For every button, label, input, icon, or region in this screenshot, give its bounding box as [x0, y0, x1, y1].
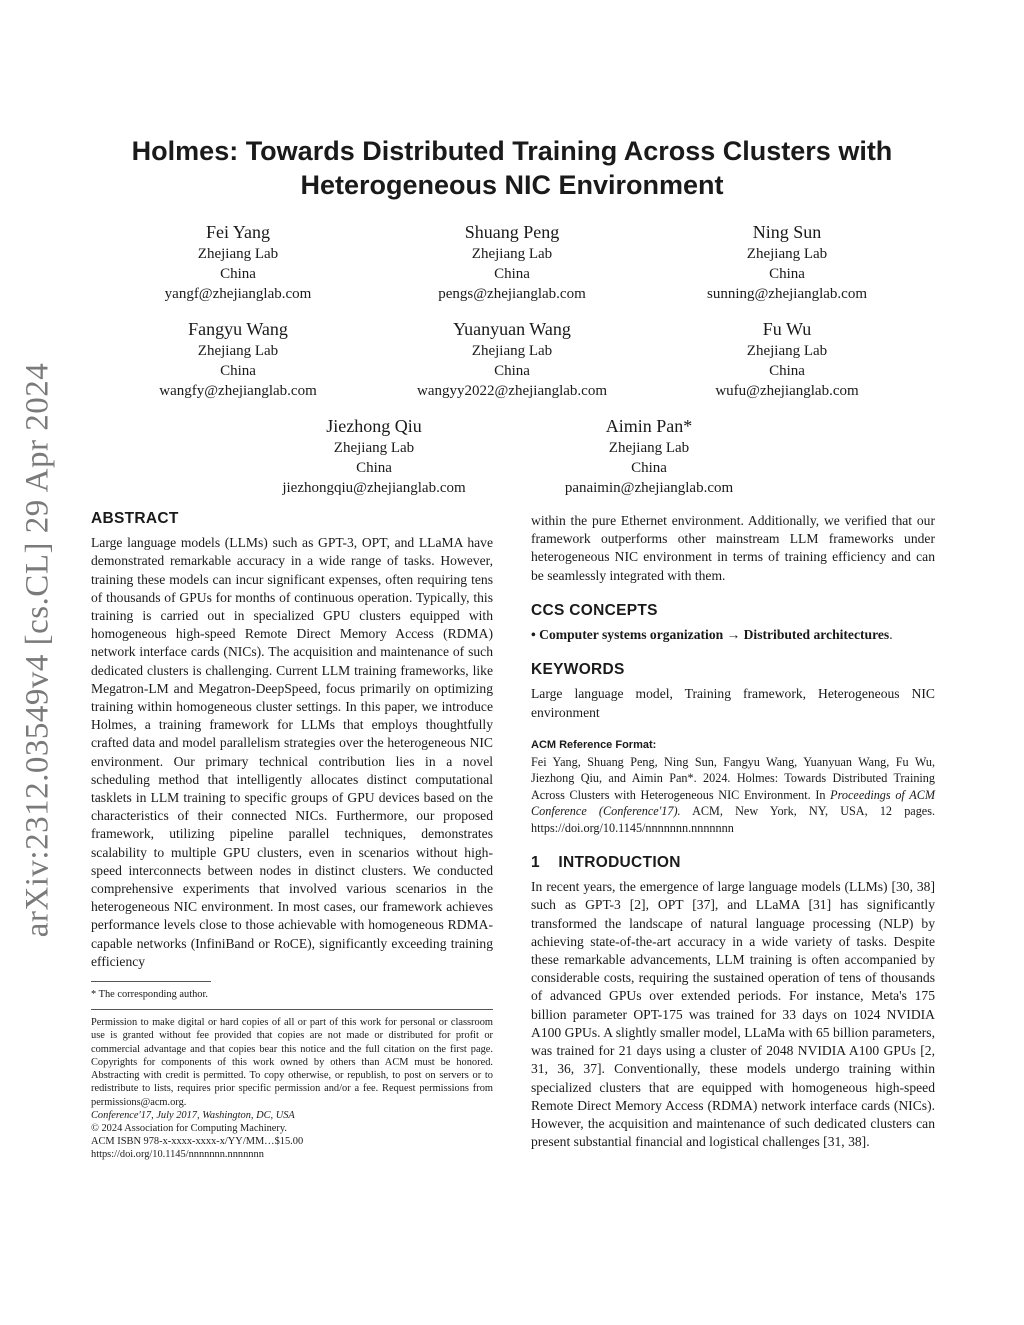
isbn-line: ACM ISBN 978-x-xxxx-xxxx-x/YY/MM…$15.00	[91, 1136, 304, 1148]
author-email: panaimin@zhejianglab.com	[564, 480, 734, 496]
copyright-divider	[91, 1009, 493, 1010]
author-block	[88, 220, 388, 304]
copyright-year: © 2024 Association for Computing Machinery.	[91, 1122, 287, 1134]
author-name: Ning Sun	[752, 222, 822, 242]
doi-line: https://doi.org/10.1145/nnnnnnn.nnnnnnn	[91, 1149, 264, 1161]
author-name: Aimin Pan*	[605, 416, 693, 436]
acm-reference-authors: Fei Yang, Shuang Peng, Ning Sun, Fangyu Wang, Yuanyuan Wang, Fu Wu, Jiezhong Qiu, and Aimin Pan*. 2024. Holmes: Towards Distributed Training Across Clusters with Heterogeneous NIC Environment. In	[531, 755, 935, 802]
acm-reference-text	[531, 754, 935, 836]
ccs-concept: Computer systems organization	[539, 627, 724, 643]
author-block	[88, 317, 388, 401]
title-line-1: Holmes: Towards Distributed Training Across Clusters with	[131, 136, 893, 166]
abstract-heading: ABSTRACT	[91, 510, 179, 527]
author-block	[637, 317, 937, 401]
copyright-block	[91, 1016, 493, 1161]
acm-reference	[531, 736, 935, 836]
ccs-subconcept: Distributed architectures	[743, 627, 890, 643]
author-country: China	[220, 266, 256, 282]
permission-notice: Permission to make digital or hard copies of all or part of this work for personal or classroom use is granted without fee provided that copies are not made or distributed for profit or commercial advantage and that copies bear this notice and the full citation on the first page. Copyrights for components of this work owned by others than ACM must be honored. Abstracting with credit is permitted. To copy otherwise, or republish, to post on servers or to redistribute to lists, requires prior specific permission and/or a fee. Request permissions from permissions@acm.org.	[91, 1017, 493, 1108]
paper-title	[110, 134, 914, 202]
introduction-text: In recent years, the emergence of large language models (LLMs) [30, 38] such as GPT-3 [2], OPT [37], and LLaMA [31] has significantly transformed the landscape of natural language processing (NLP) by achieving state-of-the-art accuracy in a wide variety of tasks. Despite these remarkable advancements, LLM training is often accompanied by considerable costs, requiring the sustained operation of tens of thousands of advanced GPUs over extended periods. For instance, Meta's 175 billion parameter OPT-175 was trained for 33 days on 1024 NVIDIA A100 GPUs. A slightly smaller model, LLaMa with 65 billion parameters, was trained for 21 days using a cluster of 2048 NVIDIA A100 GPUs [2, 31, 36, 37]. Conventionally, these models undergo training within specialized clusters that are equipped with homogeneous high-speed Remote Direct Memory Access (RDMA) network interface cards (NICs). However, the acquisition and maintenance of such dedicated clusters can present substantial financial and logistical challenges [31, 38].	[531, 879, 935, 1150]
author-country: China	[769, 363, 805, 379]
author-email: pengs@zhejianglab.com	[438, 286, 586, 302]
keywords-text: Large language model, Training framework, Heterogeneous NIC environment	[531, 686, 935, 720]
author-name: Fei Yang	[205, 222, 271, 242]
ccs-bullet: •	[531, 627, 536, 643]
author-affiliation: Zhejiang Lab	[746, 246, 828, 262]
author-name: Shuang Peng	[464, 222, 560, 242]
ccs-concepts	[531, 626, 935, 644]
footnote-divider	[91, 981, 211, 982]
author-affiliation: Zhejiang Lab	[471, 246, 553, 262]
arxiv-identifier-text: arXiv:2312.03549v4 [cs.CL] 29 Apr 2024	[19, 362, 56, 938]
author-block	[362, 220, 662, 304]
author-email: wufu@zhejianglab.com	[715, 383, 859, 399]
corresponding-author-footnote: * The corresponding author.	[91, 989, 208, 1001]
author-affiliation: Zhejiang Lab	[333, 440, 415, 456]
ccs-arrow: →	[726, 627, 741, 643]
author-block	[637, 220, 937, 304]
author-country: China	[631, 460, 667, 476]
arxiv-identifier	[8, 360, 68, 940]
author-name: Fangyu Wang	[188, 319, 288, 339]
author-email: yangf@zhejianglab.com	[164, 286, 312, 302]
abstract-continued: within the pure Ethernet environment. Additionally, we verified that our framework outperforms other mainstream LLM frameworks under heterogeneous NIC environment in terms of training efficiency and can be seamlessly integrated with them.	[531, 513, 935, 583]
author-affiliation: Zhejiang Lab	[746, 343, 828, 359]
title-line-2: Heterogeneous NIC Environment	[300, 170, 724, 200]
conference-line: Conference'17, July 2017, Washington, DC, USA	[91, 1109, 295, 1121]
author-country: China	[769, 266, 805, 282]
introduction-heading: 1 INTRODUCTION	[531, 854, 681, 872]
ccs-period: .	[889, 627, 893, 643]
author-block	[499, 414, 799, 498]
abstract-text: Large language models (LLMs) such as GPT-3, OPT, and LLaMA have demonstrated remarkable accuracy in a wide range of tasks. However, training these models can incur significant expenses, often requiring tens of thousands of GPUs for months of continuous operation. Typically, this training is carried out in specialized GPU clusters equipped with homogeneous high-speed Remote Direct Memory Access (RDMA) network interface cards (NICs). The acquisition and maintenance of such dedicated clusters is challenging. Current LLM training frameworks, like Megatron-LM and Megatron-DeepSpeed, focus primarily on optimizing training within homogeneous cluster settings. In this paper, we introduce Holmes, a training framework for LLMs that employs thoughtfully crafted data and model parallelism strategies over the heterogeneous NIC environment. Our primary technical contribution lies in a novel scheduling method that intelligently allocates distinct computational tasklets in LLM training to specific groups of GPU devices based on the characteristics of their connected NICs. Furthermore, our proposed framework, utilizing pipeline parallel techniques, demonstrates scalability to multiple GPU clusters, even in scenarios without high-speed interconnects between nodes in distinct clusters. We conducted comprehensive experiments that involved various scenarios in the heterogeneous NIC environment. In most cases, our framework achieves performance levels close to those achievable with homogeneous RDMA-capable networks (InfiniBand or RoCE), significantly exceeding training efficiency	[91, 535, 493, 969]
author-affiliation: Zhejiang Lab	[471, 343, 553, 359]
author-email: wangyy2022@zhejianglab.com	[416, 383, 607, 399]
author-country: China	[356, 460, 392, 476]
author-name: Fu Wu	[762, 319, 812, 339]
author-affiliation: Zhejiang Lab	[197, 246, 279, 262]
right-column	[531, 512, 935, 1151]
author-country: China	[494, 266, 530, 282]
left-column	[91, 510, 493, 1162]
author-country: China	[494, 363, 530, 379]
author-block	[362, 317, 662, 401]
author-email: sunning@zhejianglab.com	[706, 286, 868, 302]
acm-reference-label: ACM Reference Format:	[531, 738, 657, 751]
author-name: Jiezhong Qiu	[326, 416, 422, 436]
author-affiliation: Zhejiang Lab	[197, 343, 279, 359]
author-name: Yuanyuan Wang	[453, 319, 571, 339]
acm-reference-venue: Proceedings of ACM Conference (Conference'17).	[531, 787, 935, 819]
author-email: wangfy@zhejianglab.com	[159, 383, 317, 399]
keywords-heading: KEYWORDS	[531, 661, 625, 679]
acm-reference-details: ACM, New York, NY, USA, 12 pages. https://doi.org/10.1145/nnnnnnn.nnnnnnn	[531, 804, 936, 835]
author-email: jiezhongqiu@zhejianglab.com	[282, 480, 466, 496]
author-affiliation: Zhejiang Lab	[608, 440, 690, 456]
author-block	[224, 414, 524, 498]
author-country: China	[220, 363, 256, 379]
ccs-heading: CCS CONCEPTS	[531, 601, 658, 619]
